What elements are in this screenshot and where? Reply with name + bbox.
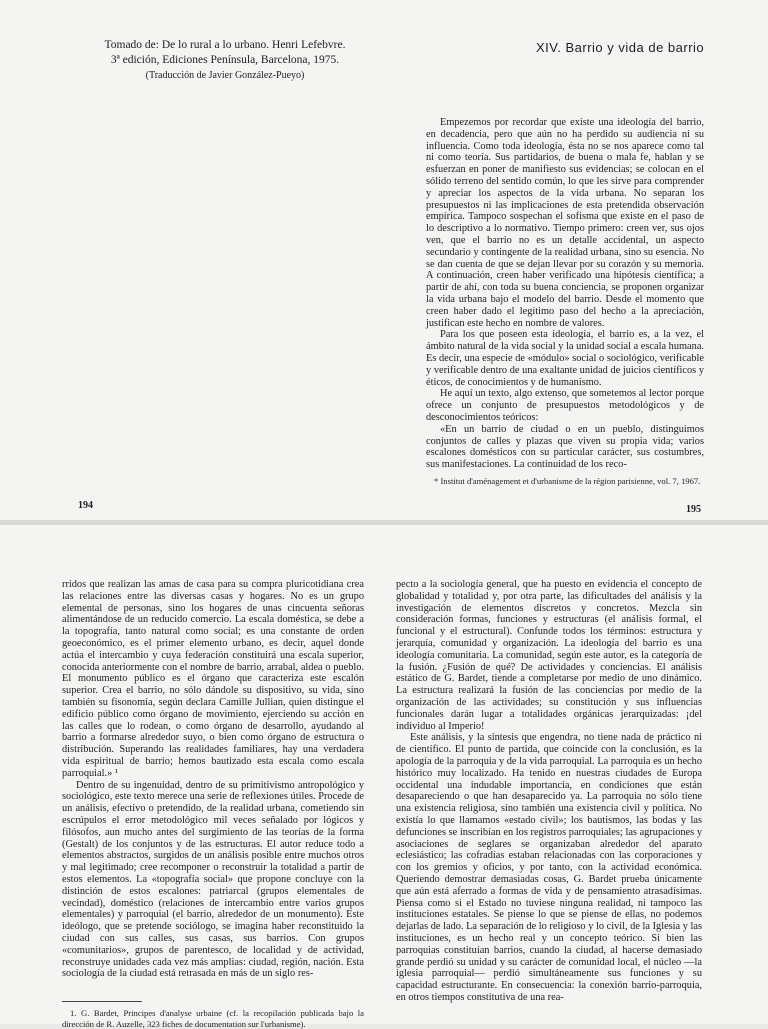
- paragraph: Empezemos por recordar que existe una ideología del barrio, en decadencia, pero que aún no ha perdido su audiencia ni su influencia. Como toda ideología, ésta no se nos aparece como tal ni como teoría. Sus partidarios, de buena o mala fe, hablan y se esfuerzan en poner de manifiesto sus evidencias; se colocan en el sólido terreno del sentido común, lo que les sirve para comprender y apreciar los aspectos de la vida urbana. No separan los presupuestos ni las implicaciones de esta pretendida observación empírica. Tampoco sospechan el sofisma que existe en el paso de lo descriptivo a lo normativo. Tiempo primero: creen ver, sus ojos ven, que el barrio no es un detalle accidental, un aspecto secundario y contingente de la realidad urbana, sino su esencia. No se dan cuenta de que se dejan llevar por su corazón y su memoria. A continuación, creen haber verificado una hipótesis científica; a partir de ahí, con toda su buena conciencia, se proponen organizar la vida urbana bajo el modelo del barrio. Desde el momento que creen haber dado el legítimo paso del hecho a la apreciación, justifican este hecho en nombre de valores.: [426, 117, 704, 329]
- paragraph: He aquí un texto, algo extenso, que sometemos al lector porque ofrece un conjunto de presupuestos metodológicos y de desconocimientos teóricos:: [426, 388, 704, 423]
- footnote-rule: [62, 1001, 142, 1002]
- intro-text-column: [426, 117, 704, 471]
- paragraph: Dentro de su ingenuidad, dentro de su primitivismo antropológico y sociológico, este texto merece una serie de reflexiones útiles. Procede de un análisis, efectivo o pretendido, de la realidad urbana, cometiendo sin escrúpulos el error metodológico mil veces señalado por lógicos y filósofos, aun mucho antes del surgimiento de las teorías de la forma (Gestalt) de los conjuntos y de las estructuras. El autor reduce todo a elementos abstractos, surgidos de un análisis posible entre muchos otros y mal legitimado; cree recomponer o reconstruir la totalidad a partir de estos elementos. La «topografía social» que propone concluye con la distinción de estos escalones: patriarcal (grupos elementales de vecindad), doméstico (relaciones de intercambio entre varios grupos elementales) y parroquial (el barrio, alrededor de un monumento). Este ideólogo, que se pretende sociólogo, se imagina haber reconstituido la ciudad con sus calles, sus casas, sus barrios. Con grupos «comunitarios», grupos de parentesco, de localidad y de actividad, reconstruye unidades cada vez más amplias: ciudad, región, nación. Esta sociología de la ciudad está retrasada en más de un siglo res-: [62, 779, 364, 980]
- footnote-right: [426, 476, 704, 487]
- source-line-1: Tomado de: De lo rural a lo urbano. Henri Lefebvre.: [104, 39, 346, 51]
- footnote-left: [62, 1008, 364, 1029]
- page-number-right: 195: [686, 504, 701, 515]
- source-line-2: 3ª edición, Ediciones Península, Barcelona, 1975.: [110, 54, 340, 66]
- paragraph: rridos que realizan las amas de casa para su compra pluricotidiana crea las relaciones entre las diversas casas y hogares. No es un grupo elemental de personas, sino los hogares de unas cincuenta señoras alimentándose de un reducido comercio. La escala doméstica, se debe a la topografía, tanto natural como social; es una constante de orden geoeconómico, es el primer elemento urbano, es decir, aquel donde actúa el intercambio y cuya federación constituirá una escala superior, conocida anteriormente con el nombre de barrio, arrabal, aldea o pueblo. El monumento público es el órgano que caracteriza este escalón superior. Crea el barrio, no sólo dándole su dispositivo, su vida, sino también su fisonomía, según declara Camille Jullian, quien distingue el edificio público como órgano de movimiento, ejerciendo su acción en las calles que lo rodean, o como órgano de desarrollo, ayudando al barrio a formarse alrededor suyo, o bien como órgano de estructura o distribución. Superando las realidades familiares, hay una verdadera vida espiritual de barrio; hemos bautizado esta escala como escala parroquial.» ¹: [62, 579, 364, 779]
- chapter-title: XIV. Barrio y vida de barrio: [536, 40, 705, 55]
- footnote-text: 1. G. Bardet, Principes d'analyse urbaine (cf. la recopilación publicada bajo la dirección de R. Auzelle, 323 fiches de documentation sur l'urbanisme).: [62, 1008, 364, 1029]
- page-number-left: 194: [78, 500, 93, 511]
- footnote-text: * Institut d'aménagement et d'urbanisme de la région parisienne, vol. 7, 1967.: [434, 476, 701, 486]
- paragraph: «En un barrio de ciudad o en un pueblo, distinguimos conjuntos de calles y plazas que viven su propia vida; varios escalones domésticos con su particular carácter, sus costumbres, sus manifestaciones. La continuidad de los reco-: [426, 423, 704, 471]
- right-text-column: [396, 579, 702, 1004]
- paragraph: Este análisis, y la síntesis que engendra, no tiene nada de práctico ni de científico. El punto de partida, que coincide con la conclusión, es la apología de la parroquia y de la vida parroquial. La parroquia es un hecho histórico muy localizado. Ha tenido en nuestras ciudades de Europa occidental una indudable importancia, en condiciones que están desapareciendo o que han desaparecido ya. La parroquia no sólo tiene una existencia religiosa, sino también una existencia civil y política. No existía lo que llamamos «estado civil»; los bautismos, las bodas y las defunciones se inscribían en los registros parroquiales; las agrupaciones y asociaciones de seglares se organizaban alrededor del aparato eclesiástico; las cofradías estaban relacionadas con las corporaciones y con los gremios y oficios, y por tanto, con la actividad económica. Queriendo demostrar demasiadas cosas, G. Bardet prueba únicamente que aún está aferrado a formas de vida y de pensamiento atrasadísimas. Piensa como si el Estado no tuviese ninguna realidad, ni tampoco las instituciones estatales. Se piense lo que se piense de ellas, no podemos dejarlas de lado. La separación de lo religioso y lo civil, de la Iglesia y las instituciones, es un hecho real y un concepto teórico. Si bien las parroquias constituían barrios, cuando la ciudad, al hacerse demasiado grande perdió su unidad y su carácter de comunidad local, el núcleo —la iglesia parroquial— perdió simultáneamente sus funciones y su capacidad estructurante. En consecuencia: la conexión barrio-parroquia, en otros tiempos constitutiva de una rea-: [396, 732, 702, 1003]
- paragraph: Para los que poseen esta ideología, el barrio es, a la vez, el ámbito natural de la vida social y la unidad social a escala humana. Es decir, una especie de «módulo» social o sociológico, verificable y verificable dentro de una exaltante unidad de juicios científicos y éticos, de conocimientos y de humanismo.: [426, 329, 704, 388]
- source-citation: [60, 38, 390, 83]
- source-line-3: (Traducción de Javier González-Pueyo): [145, 70, 305, 81]
- left-text-column: [62, 579, 364, 980]
- paragraph: pecto a la sociología general, que ha puesto en evidencia el concepto de globalidad y totalidad y, por otra parte, las dificultades del análisis y la investigación de elementos discretos y concretos. Mezcla sin consideración formas, funciones y estructuras (el análisis formal, el funcional y el estructural). Confunde todos los términos: estructura y jerarquía, comunidad y organización. La ideología del barrio es una ideología comunitaria. La comunidad, según este autor, es la categoría de la fusión. ¿Fusión de qué? De actividades y conciencias. El análisis estático de G. Bardet, tiende a completarse por medio de uno dinámico. La estructura realizará la fusión de las conciencias por medio de la organización de las actividades; su constitución y sus influencias funcionales darán lugar a totalidades orgánicas jerarquizadas: ¡del individuo al Imperio!: [396, 579, 702, 732]
